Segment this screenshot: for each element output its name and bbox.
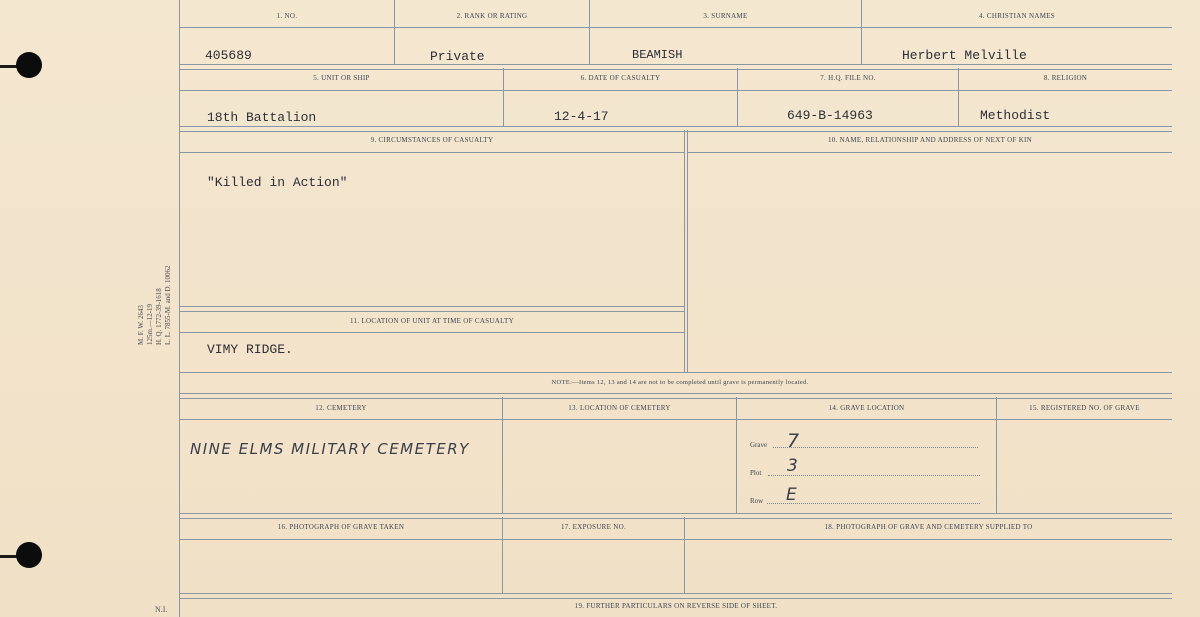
row1-divider-2 — [589, 0, 590, 64]
header-further-particulars: 19. FURTHER PARTICULARS ON REVERSE SIDE OF SHEET. — [574, 602, 778, 610]
location-unit-header-rule — [180, 332, 684, 333]
header-photo-taken: 16. PHOTOGRAPH OF GRAVE TAKEN — [277, 523, 405, 531]
header-date: 6. DATE OF CASUALTY — [580, 74, 661, 82]
row2-bottom-rule — [180, 126, 1172, 132]
row4-divider-2 — [736, 397, 737, 513]
header-cemetery: 12. CEMETERY — [315, 404, 367, 412]
grave-dotted-line — [773, 447, 978, 448]
row3-divider — [684, 130, 685, 372]
value-hq-file: 649-B-14963 — [787, 108, 873, 123]
side-print-line3: H. Q. 1772-39-1618 — [155, 288, 163, 345]
header-photo-supplied: 18. PHOTOGRAPH OF GRAVE AND CEMETERY SUPPLIED TO — [824, 523, 1033, 531]
value-rank: Private — [430, 49, 485, 64]
row4-header-rule — [180, 419, 1172, 420]
value-unit: 18th Battalion — [207, 110, 317, 125]
location-unit-top-rule — [180, 306, 684, 312]
value-no: 405689 — [205, 48, 252, 63]
row3-divider-b — [687, 130, 688, 372]
header-location-unit: 11. LOCATION OF UNIT AT TIME OF CASUALTY — [350, 317, 514, 325]
header-grave-location: 14. GRAVE LOCATION — [828, 404, 905, 412]
row4-divider-3 — [996, 397, 997, 513]
header-surname: 3. SURNAME — [703, 12, 748, 20]
grave-label: Grave — [750, 441, 768, 449]
corner-mark: N.I. — [155, 605, 168, 614]
side-print-line1: M. F. W. 2643 — [137, 305, 145, 345]
row1-divider-3 — [861, 0, 862, 64]
header-circumstances: 9. CIRCUMSTANCES OF CASUALTY — [370, 136, 494, 144]
header-christian-names: 4. CHRISTIAN NAMES — [979, 12, 1055, 20]
value-religion: Methodist — [980, 108, 1051, 123]
row-dotted-line — [767, 503, 980, 504]
plot-label: Plot — [750, 469, 762, 477]
row4-bottom-rule — [180, 513, 1172, 519]
header-exposure: 17. EXPOSURE NO. — [560, 523, 627, 531]
row1-header-rule — [180, 27, 1172, 28]
header-rank: 2. RANK OR RATING — [456, 12, 528, 20]
note-text: NOTE:—Items 12, 13 and 14 are not to be completed until grave is permanently located. — [551, 379, 809, 386]
value-christian-names: Herbert Melville — [902, 48, 1027, 63]
row5-header-rule — [180, 539, 1172, 540]
row5-bottom-rule — [180, 593, 1172, 599]
header-next-of-kin: 10. NAME, RELATIONSHIP AND ADDRESS OF NEXT OF KIN — [827, 136, 1033, 144]
header-hq-file: 7. H.Q. FILE NO. — [820, 74, 876, 82]
next-of-kin-header-rule — [688, 152, 1172, 153]
value-location-unit: VIMY RIDGE. — [207, 342, 293, 357]
value-row: E — [786, 485, 797, 505]
row1-divider-1 — [394, 0, 395, 64]
header-unit: 5. UNIT OR SHIP — [313, 74, 370, 82]
side-print — [137, 265, 173, 345]
value-plot: 3 — [787, 456, 798, 476]
punch-hole-bottom — [16, 542, 42, 568]
header-registered-no: 15. REGISTERED NO. OF GRAVE — [1029, 404, 1140, 412]
row3-bottom-rule — [180, 372, 1172, 373]
row1-bottom-rule — [180, 64, 1172, 70]
row2-header-rule — [180, 90, 1172, 91]
plot-dotted-line — [768, 475, 980, 476]
value-circumstances: "Killed in Action" — [207, 175, 348, 190]
punch-hole-top — [16, 52, 42, 78]
row-label: Row — [750, 497, 764, 505]
value-date: 12-4-17 — [554, 109, 609, 124]
header-location-cemetery: 13. LOCATION OF CEMETERY — [568, 404, 671, 412]
row4-divider-1 — [502, 397, 503, 513]
header-religion: 8. RELIGION — [1043, 74, 1088, 82]
side-print-line4: L. L. 7855-M. and D. 10062 — [164, 265, 172, 345]
circumstances-header-rule — [180, 152, 684, 153]
note-bottom-rule — [180, 393, 1172, 399]
value-grave: 7 — [787, 430, 800, 452]
side-print-line2: 125m.—12-19 — [146, 303, 154, 345]
value-cemetery: NINE ELMS MILITARY CEMETERY — [190, 440, 470, 458]
header-no: 1. NO. — [276, 12, 298, 20]
value-surname: BEAMISH — [632, 48, 683, 62]
